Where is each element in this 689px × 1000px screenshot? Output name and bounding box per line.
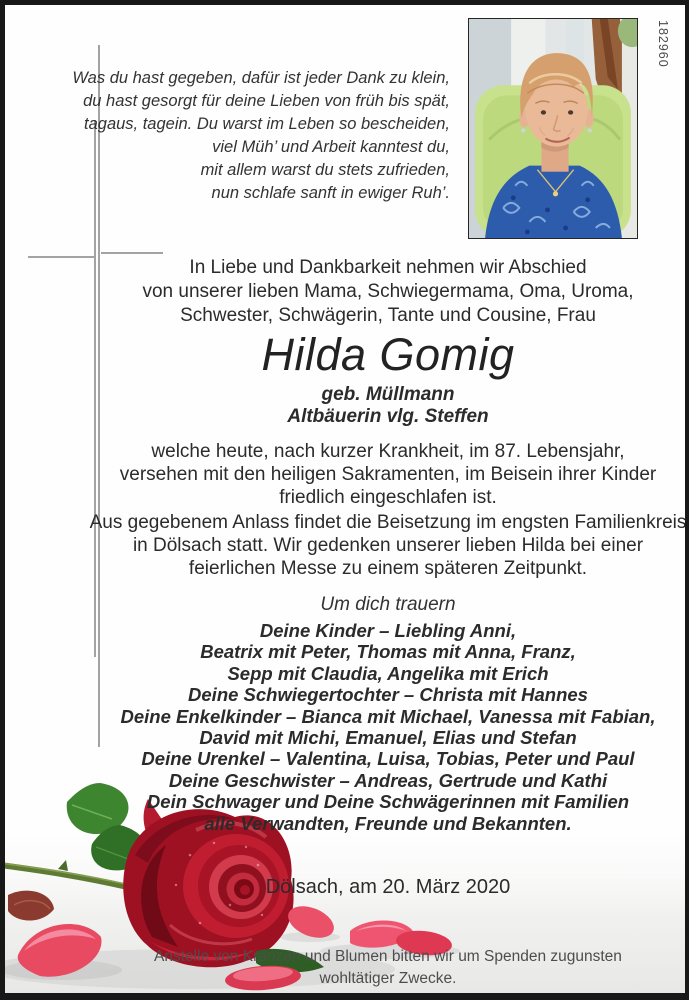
funeral-line: Aus gegebenem Anlass findet die Beisetzung im engsten Familienkreis [89, 512, 687, 533]
mourner-line: Deine Enkelkinder – Bianca mit Michael, Vanessa mit Fabian, [120, 705, 656, 727]
memorial-poem [60, 67, 450, 205]
poem-line: tagaus, tagein. Du warst im Leben so bescheiden, [84, 115, 450, 133]
funeral-line: in Dölsach statt. Wir gedenken unserer lieben Hilda bei einer [132, 535, 644, 556]
mourner-line: Beatrix mit Peter, Thomas mit Anna, Franz, [200, 641, 576, 663]
death-announcement [88, 440, 688, 509]
donation-line: wohltätiger Zwecke. [319, 970, 457, 987]
intro-line: Schwester, Schwägerin, Tante und Cousine, Frau [180, 305, 596, 326]
poem-line: Was du hast gegeben, dafür ist jeder Dank zu klein, [72, 69, 450, 87]
mourner-line: Deine Schwiegertochter – Christa mit Hannes [188, 684, 588, 706]
intro-text [88, 256, 688, 328]
deceased-name: Hilda Gomig [261, 329, 515, 380]
mourner-line: Deine Kinder – Liebling Anni, [259, 620, 517, 641]
mourner-line: Deine Geschwister – Andreas, Gertrude und Kathi [168, 769, 608, 791]
announcement-line: welche heute, nach kurzer Krankheit, im 87. Lebensjahr, [151, 441, 625, 462]
funeral-info [88, 511, 688, 580]
portrait-photo [468, 18, 638, 239]
intro-line: In Liebe und Dankbarkeit nehmen wir Abschied [189, 257, 587, 278]
mourner-line: alle Verwandten, Freunde und Bekannten. [204, 812, 572, 834]
announcement-line: friedlich eingeschlafen ist. [279, 487, 497, 508]
poem-line: nun schlafe sanft in ewiger Ruh’. [211, 184, 450, 202]
intro-line: von unserer lieben Mama, Schwiegermama, Oma, Uroma, [142, 281, 634, 302]
funeral-line: feierlichen Messe zu einem späteren Zeitpunkt. [188, 558, 588, 579]
place-date-line: Dölsach, am 20. März 2020 [265, 876, 511, 898]
mourner-line: Dein Schwager und Deine Schwägerinnen mit Familien [146, 791, 630, 813]
print-ref-number: 182960 [656, 20, 670, 68]
mourning-header: Um dich trauern [320, 594, 456, 615]
mourner-line: David mit Michi, Emanuel, Elias und Stefan [199, 727, 577, 749]
poem-line: mit allem warst du stets zufrieden, [200, 161, 450, 179]
deceased-birth-name: geb. Müllmann [321, 384, 455, 405]
announcement-line: versehen mit den heiligen Sakramenten, im Beisein ihrer Kinder [119, 464, 657, 485]
poem-line: viel Müh’ und Arbeit kanntest du, [212, 138, 450, 156]
mourners-list [88, 620, 688, 834]
donation-note [88, 946, 688, 990]
donation-line: Anstelle von Kränzen und Blumen bitten wir um Spenden zugunsten [154, 948, 622, 965]
mourner-line: Sepp mit Claudia, Angelika mit Erich [227, 662, 549, 684]
mourner-line: Deine Urenkel – Valentina, Luisa, Tobias, Peter und Paul [141, 748, 635, 770]
poem-line: du hast gesorgt für deine Lieben von früh bis spät, [83, 92, 450, 110]
deceased-title: Altbäuerin vlg. Steffen [287, 406, 489, 427]
